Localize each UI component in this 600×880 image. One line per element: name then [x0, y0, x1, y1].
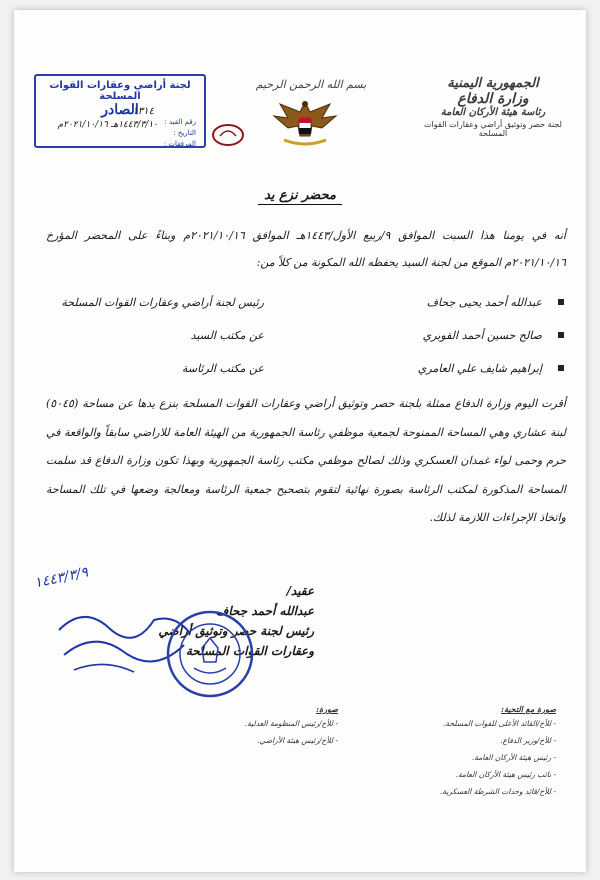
document-title: محضر نزع يد [14, 188, 586, 203]
list-item: - للأخ/قائد وحدات الشرطة العسكرية. [439, 787, 556, 796]
list-item [44, 329, 564, 362]
list-item: - رئيس هيئة الأركان العامة. [471, 753, 556, 762]
copies-left [208, 704, 338, 753]
copies-right-heading: صورة مع التحية: [501, 704, 556, 714]
list-item: - للأخ/وزير الدفاع. [500, 736, 556, 745]
stamp-ref-value: ١٣١٤ [132, 106, 154, 117]
bullet-icon [558, 299, 564, 305]
stamp-date-label: التاريخ : [173, 129, 196, 137]
basmala: بسم الله الرحمن الرحيم [255, 78, 367, 91]
staff-name: رئاسة هيئة الأركان العامة [440, 107, 546, 118]
intro-paragraph: أنه في يومنا هذا السبت الموافق ٩/ربيع الأول/١٤٤٣هـ الموافق ٢٠٢١/١٠/١٦م وبناءً على المحضر المؤرخ ٢٠٢١/١٠/١٦م الموقع من لجنة السيد يحفظه الله المكونة من كلاً من: [46, 229, 566, 269]
stamp-outgoing: الصادر [101, 102, 139, 118]
stamp-ref-label: رقم القيد : [164, 118, 196, 126]
official-seal-icon [164, 608, 256, 700]
member-name: عبدالله أحمد يحيى جحاف [426, 296, 542, 309]
list-item: - نائب رئيس هيئة الأركان العامة. [455, 770, 556, 779]
handwritten-date: ١٤٤٣/٣/٩ [32, 564, 90, 592]
ministry-header [418, 76, 568, 138]
copies-left-heading: صورة: [316, 704, 338, 714]
member-role: رئيس لجنة أراضي وعقارات القوات المسلحة [61, 296, 264, 309]
red-seal-mark-icon [210, 122, 246, 148]
member-name: إبراهيم شايف علي العامري [417, 362, 542, 375]
committee-name: لجنة حصر وتوثيق أراضي وعقارات القوات المسلحة [424, 120, 562, 138]
member-name: صالح حسين أحمد القوبري [422, 329, 542, 342]
signatory-title-1: رئيس لجنة حصر وتوثيق أراضي [158, 624, 314, 638]
outgoing-stamp [34, 74, 206, 148]
member-role: عن مكتب السيد [190, 329, 264, 342]
stamp-committee: لجنة أراضي وعقارات القوات المسلحة [49, 80, 191, 102]
document-page [14, 10, 586, 872]
list-item: - للأخ/رئيس المنظومة العدلية. [244, 719, 338, 728]
republic-name: الجمهورية اليمنية [447, 76, 539, 91]
list-item: - للأخ/رئيس هيئة الأراضي. [257, 736, 338, 745]
ministry-name: وزارة الدفاع [457, 91, 529, 107]
signatory-title-2: وعقارات القوات المسلحة [185, 644, 314, 658]
eagle-emblem-icon [270, 96, 340, 156]
copies-right [376, 704, 556, 804]
member-role: عن مكتب الرئاسة [181, 362, 264, 375]
bullet-icon [558, 365, 564, 371]
members-list [44, 296, 564, 395]
stamp-date-value: ١٤٤٣/٣/١٠هـ ٢٠٢١/١٠/١٦م [57, 120, 158, 130]
stamp-attachments-label: المرفقات : [163, 140, 196, 148]
bullet-icon [558, 332, 564, 338]
list-item: - للأخ/القائد الأعلى للقوات المسلحة. [443, 719, 556, 728]
body-paragraph: أقرت اليوم وزارة الدفاع ممثلة بلجنة حصر وتوثيق أراضي وعقارات القوات المسلحة بنزع يدها عن مساحة (٥٠٤٥) لبنة عشاري وهي المساحة الممنوحة لجمعية موظفي رئاسة الجمهورية من الهيئة العامة للاراضي سابقاً والواقعة في حرم وحمى لواء غمدان العسكري وذلك لصالح موظفي مكتب رئاسة الجمهورية وبهذا تكون وزارة الدفاع قد سلمت المساحة المذكورة لمكتب الرئاسة بصورة نهائية لتقوم بتصحيح جمعية الرئاسة ومعالجة وضعها في تلك المساحة واتخاذ الإجراءات اللازمة لذلك. [46, 397, 566, 524]
signatory-rank: عقيد/ [286, 584, 314, 598]
list-item [44, 296, 564, 329]
signatory-name: عبدالله أحمد جحاف [215, 604, 314, 618]
